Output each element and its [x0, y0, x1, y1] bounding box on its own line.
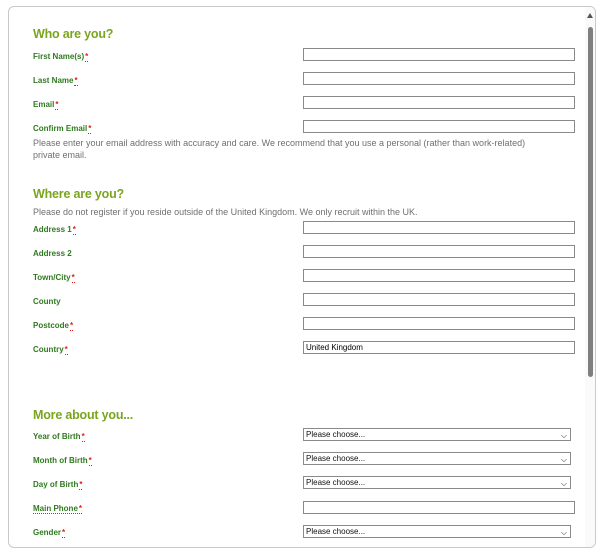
- chevron-down-icon: ⌵: [560, 431, 567, 440]
- postcode-input[interactable]: [303, 317, 575, 330]
- required-marker: *: [64, 345, 68, 354]
- scrollbar-thumb[interactable]: [588, 27, 593, 377]
- section-title-more: More about you...: [33, 408, 134, 422]
- select-value: Please choose...: [306, 430, 366, 439]
- required-marker: *: [81, 432, 85, 441]
- address1-input[interactable]: [303, 221, 575, 234]
- gender-select[interactable]: [303, 525, 571, 538]
- scroll-up-arrow-icon[interactable]: [587, 13, 593, 18]
- required-marker: *: [79, 480, 83, 489]
- residence-help-text: Please do not register if you reside outside of the United Kingdom. We only recruit within the UK.: [33, 207, 418, 217]
- month-of-birth-label: Month of Birth*: [33, 456, 92, 465]
- year-of-birth-select[interactable]: [303, 428, 571, 441]
- required-marker: *: [88, 456, 92, 465]
- registration-form: [8, 6, 596, 548]
- county-label: County: [33, 297, 61, 306]
- chevron-down-icon: ⌵: [560, 479, 567, 488]
- required-marker: *: [74, 76, 78, 85]
- town-label: Town/City*: [33, 273, 75, 282]
- required-marker: *: [55, 100, 59, 109]
- gender-label: Gender*: [33, 528, 66, 537]
- vertical-scrollbar[interactable]: [585, 7, 595, 547]
- chevron-down-icon: ⌵: [560, 528, 567, 537]
- postcode-label: Postcode*: [33, 321, 74, 330]
- email-label: Email*: [33, 100, 59, 109]
- section-title-where: Where are you?: [33, 187, 124, 201]
- section-title-who: Who are you?: [33, 27, 114, 41]
- country-label: Country*: [33, 345, 68, 354]
- country-input[interactable]: [303, 341, 575, 354]
- required-marker: *: [88, 124, 92, 133]
- chevron-down-icon: ⌵: [560, 455, 567, 464]
- required-marker: *: [72, 225, 76, 234]
- required-marker: *: [71, 273, 75, 282]
- main-phone-label: Main Phone*: [33, 504, 83, 513]
- email-input[interactable]: [303, 96, 575, 109]
- address2-input[interactable]: [303, 245, 575, 258]
- day-of-birth-select[interactable]: [303, 476, 571, 489]
- email-help-text: Please enter your email address with accuracy and care. We recommend that you use a personal (rather than work-related) private email.: [33, 138, 526, 160]
- last-name-input[interactable]: [303, 72, 575, 85]
- main-phone-input[interactable]: [303, 501, 575, 514]
- first-name-label: First Name(s)*: [33, 52, 89, 61]
- select-value: Please choose...: [306, 527, 366, 536]
- required-marker: *: [85, 52, 89, 61]
- address1-label: Address 1*: [33, 225, 76, 234]
- confirm-email-label: Confirm Email*: [33, 124, 92, 133]
- confirm-email-input[interactable]: [303, 120, 575, 133]
- last-name-label: Last Name*: [33, 76, 78, 85]
- required-marker: *: [70, 321, 74, 330]
- required-marker: *: [62, 528, 66, 537]
- county-input[interactable]: [303, 293, 575, 306]
- town-input[interactable]: [303, 269, 575, 282]
- address2-label: Address 2: [33, 249, 72, 258]
- first-name-input[interactable]: [303, 48, 575, 61]
- select-value: Please choose...: [306, 478, 366, 487]
- required-marker: *: [78, 504, 83, 513]
- select-value: Please choose...: [306, 454, 366, 463]
- year-of-birth-label: Year of Birth*: [33, 432, 85, 441]
- day-of-birth-label: Day of Birth*: [33, 480, 83, 489]
- month-of-birth-select[interactable]: [303, 452, 571, 465]
